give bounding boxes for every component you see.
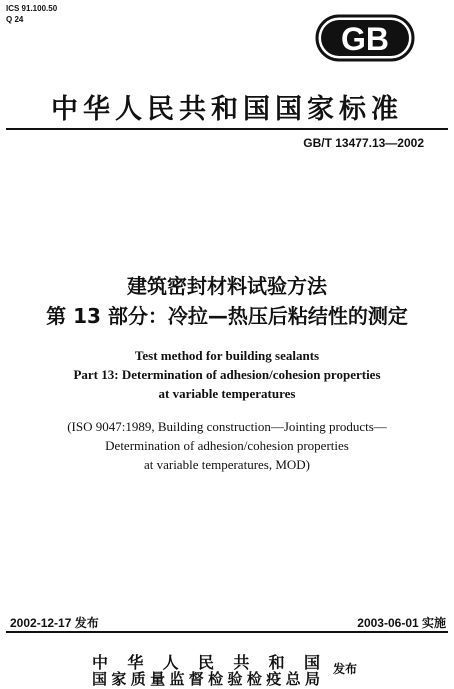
- footer-divider: [6, 631, 448, 633]
- classification-codes: [6, 3, 57, 25]
- issuer-agency: 国家质量监督检验检疫总局: [92, 670, 320, 688]
- header-divider: [6, 128, 448, 130]
- iso-reference-line1: (ISO 9047:1989, Building construction—Jointing products—: [67, 419, 387, 434]
- gb-logo: [315, 14, 415, 62]
- issuer-country-char: 人: [162, 653, 179, 672]
- issuer-country-char: 民: [197, 653, 214, 672]
- ccs-code: Q 24: [6, 15, 24, 24]
- iso-reference-line2: Determination of adhesion/cohesion properties: [105, 438, 349, 453]
- iso-reference-line3: at variable temperatures, MOD): [143, 457, 311, 472]
- english-title-line3: at variable temperatures: [158, 386, 296, 401]
- issuer-country-char: 国: [303, 653, 320, 672]
- chinese-title-line1: 建筑密封材料试验方法: [127, 274, 327, 298]
- issuer-country-char: 和: [268, 653, 285, 672]
- issuer-country-char: 中: [92, 653, 109, 672]
- gb-logo-text: GB: [341, 21, 389, 57]
- implementation-date: 2003-06-01 实施: [357, 616, 446, 630]
- english-title-line1: Test method for building sealants: [134, 348, 320, 363]
- chinese-title-line2: 第 13 部分：冷拉—热压后粘结性的测定: [46, 304, 408, 328]
- standard-category-title: 中华人民共和国国家标准: [51, 94, 403, 125]
- issue-date: 2002-12-17 发布: [10, 616, 99, 630]
- issuer-country-char: 共: [233, 653, 250, 672]
- english-title-line2: Part 13: Determination of adhesion/cohesion properties: [73, 367, 381, 382]
- issuer-country-char: 华: [127, 653, 144, 672]
- standard-number: GB/T 13477.13—2002: [303, 136, 424, 150]
- publish-label: 发布: [333, 662, 358, 676]
- ics-code: ICS 91.100.50: [6, 4, 58, 13]
